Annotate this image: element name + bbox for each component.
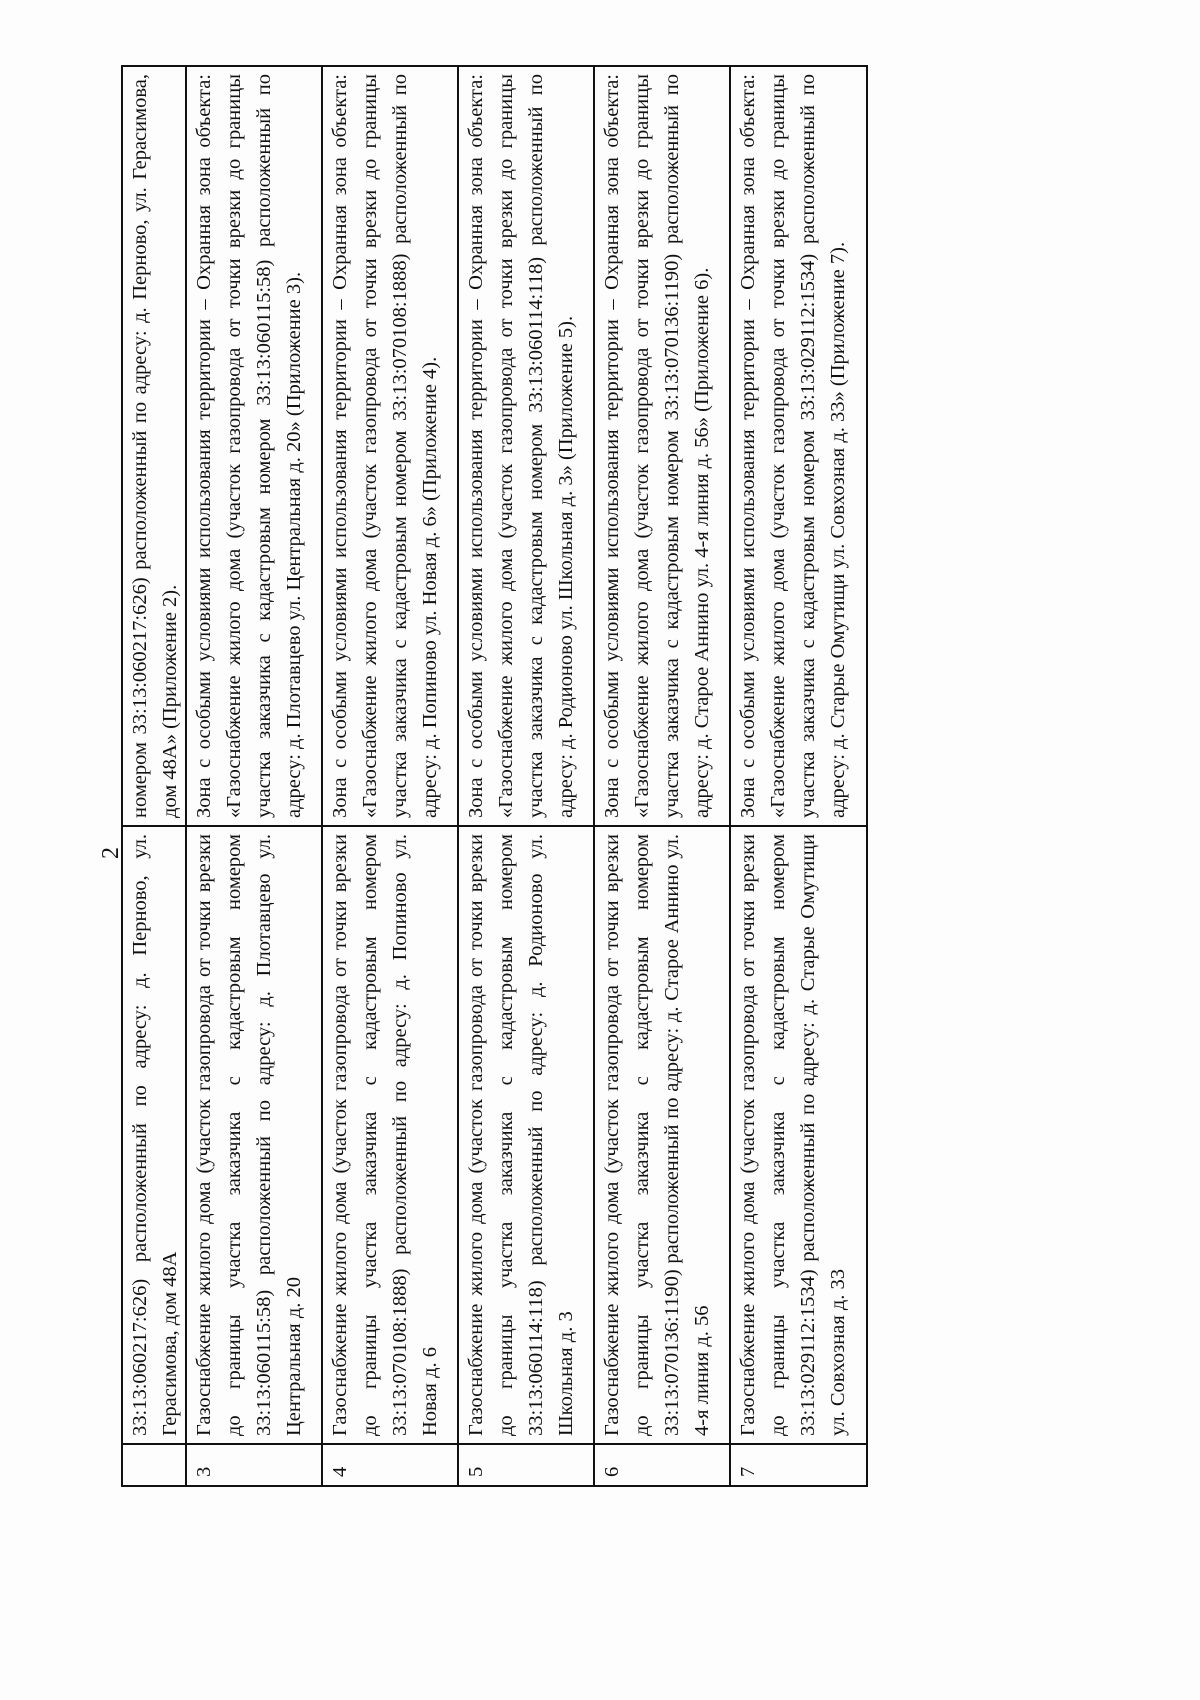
page-number: 2 xyxy=(98,847,124,859)
object-cell: Газоснабжение жилого дома (участок газопровода от точки врезки до границы участка заказчика с кадастровым номером 33:13:070108:1888) расположенный по адресу: д. Попиново ул. Новая д. 6 xyxy=(322,826,458,1444)
row-number-cell: 3 xyxy=(186,1444,322,1486)
zone-cell: Зона с особыми условиями использования территории – Охранная зона объекта: «Газоснабжение жилого дома (участок газопровода от точки врезки до границы участка заказчика с кадастровым номером 33:13:060115:58) расположенный по адресу: д. Плотавцево ул. Центральная д. 20» (Приложение 3). xyxy=(186,66,322,826)
zone-cell: Зона с особыми условиями использования территории – Охранная зона объекта: «Газоснабжение жилого дома (участок газопровода от точки врезки до границы участка заказчика с кадастровым номером 33:13:070108:1888) расположенный по адресу: д. Попиново ул. Новая д. 6» (Приложение 4). xyxy=(322,66,458,826)
table-row xyxy=(458,66,594,1486)
object-cell: 33:13:060217:626) расположенный по адресу: д. Перново, ул. Герасимова, дом 48А xyxy=(122,826,186,1444)
object-cell: Газоснабжение жилого дома (участок газопровода от точки врезки до границы участка заказчика с кадастровым номером 33:13:070136:1190) расположенный по адресу: д. Старое Аннино ул. 4-я линия д. 56 xyxy=(594,826,730,1444)
row-number-cell: 7 xyxy=(730,1444,867,1486)
table-row xyxy=(594,66,730,1486)
object-cell: Газоснабжение жилого дома (участок газопровода от точки врезки до границы участка заказчика с кадастровым номером 33:13:060114:118) расположенный по адресу: д. Родионово ул. Школьная д. 3 xyxy=(458,826,594,1444)
row-number-cell: 6 xyxy=(594,1444,730,1486)
table-row xyxy=(122,66,186,1486)
table-row xyxy=(730,66,867,1486)
zones-table xyxy=(121,65,868,1487)
table-row xyxy=(322,66,458,1486)
rotated-table-container xyxy=(121,67,866,1487)
object-cell: Газоснабжение жилого дома (участок газопровода от точки врезки до границы участка заказчика с кадастровым номером 33:13:060115:58) расположенный по адресу: д. Плотавцево ул. Центральная д. 20 xyxy=(186,826,322,1444)
zone-cell: Зона с особыми условиями использования территории – Охранная зона объекта: «Газоснабжение жилого дома (участок газопровода от точки врезки до границы участка заказчика с кадастровым номером 33:13:029112:1534) расположенный по адресу: д. Старые Омутищи ул. Совхозная д. 33» (Приложение 7). xyxy=(730,66,867,826)
row-number-cell: 5 xyxy=(458,1444,594,1486)
row-number-cell xyxy=(122,1444,186,1486)
row-number-cell: 4 xyxy=(322,1444,458,1486)
object-cell: Газоснабжение жилого дома (участок газопровода от точки врезки до границы участка заказчика с кадастровым номером 33:13:029112:1534) расположенный по адресу: д. Старые Омутищи ул. Совхозная д. 33 xyxy=(730,826,867,1444)
zone-cell: Зона с особыми условиями использования территории – Охранная зона объекта: «Газоснабжение жилого дома (участок газопровода от точки врезки до границы участка заказчика с кадастровым номером 33:13:060114:118) расположенный по адресу: д. Родионово ул. Школьная д. 3» (Приложение 5). xyxy=(458,66,594,826)
zone-cell: Зона с особыми условиями использования территории – Охранная зона объекта: «Газоснабжение жилого дома (участок газопровода от точки врезки до границы участка заказчика с кадастровым номером 33:13:070136:1190) расположенный по адресу: д. Старое Аннино ул. 4-я линия д. 56» (Приложение 6). xyxy=(594,66,730,826)
zone-cell: номером 33:13:060217:626) расположенный по адресу: д. Перново, ул. Герасимова, дом 48А» (Приложение 2). xyxy=(122,66,186,826)
table-row xyxy=(186,66,322,1486)
